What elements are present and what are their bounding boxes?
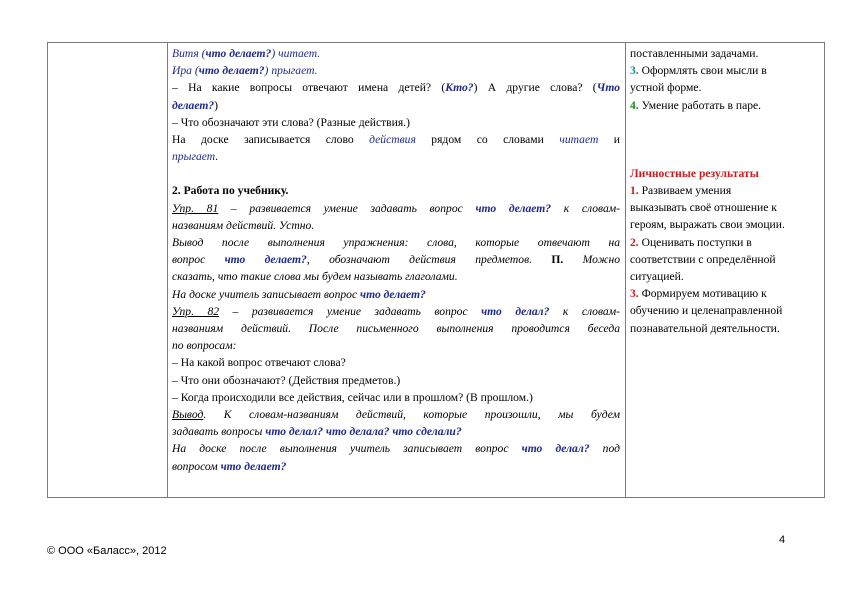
text-line: героям, выражать свои эмоции. [630,218,785,232]
text-line: – Когда происходили все действия, сейчас или в прошлом? (В прошлом.) [172,390,533,404]
copyright-footer: © ООО «Баласс», 2012 [47,545,167,557]
exercise-link: Упр. 81 [172,201,219,215]
text-line: 3. Оформлять свои мысли в [630,64,767,78]
text-line: Упр. 81 – развивается умение задавать вопрос что делает? к словам- [172,201,621,215]
text-line: вопросом что делает? [172,459,287,473]
text-line: Вывод. К словам-названиям действий, которые произошли, мы будем [172,408,620,422]
text-line: поставленными задачами. [630,47,759,60]
text-line: – На какой вопрос отвечают слова? [172,356,346,370]
text-line: названиям действий. Устно. [172,218,315,232]
text-line: Вывод после выполнения упражнения: слова, которые отвечают на [172,236,620,250]
text-line: На доске учитель записывает вопрос что делает? [172,287,426,301]
text-line: Ира (что делает?) прыгает. [172,64,318,78]
text-line: 1. Развиваем умения [630,184,732,198]
page-number: 4 [779,534,786,546]
text-line: выказывать своё отношение к [630,201,777,215]
text-line: соответствии с определённой [630,252,776,266]
text-line: На доске записывается слово действия рядом со словами читает и [172,133,620,147]
section-heading: 2. Работа по учебнику. [172,184,289,198]
text-line: познавательной деятельности. [630,321,780,335]
text-line: – На какие вопросы отвечают имена детей? (Кто?) А другие слова? (Что [172,81,620,95]
column-divider-2 [625,43,626,497]
lesson-content-column [172,45,620,475]
personal-results-heading: Личностные результаты [630,166,759,180]
lesson-table [47,42,825,498]
text-line: 2. Оценивать поступки в [630,235,752,249]
text-line: задавать вопросы что делал? что делала? что сделали? [172,425,462,439]
text-line: Витя (что делает?) читает. [172,47,321,60]
text-line: по вопросам: [172,339,237,353]
text-line: сказать, что такие слова мы будем называть глаголами. [172,270,458,284]
text-line: делает?) [172,98,219,112]
text-line: – Что обозначают эти слова? (Разные действия.) [172,115,410,129]
text-line: вопрос что делает?, обозначают действия предметов. П. Можно [172,253,620,267]
text-line: обучению и целенаправленной [630,304,783,318]
text-line: устной форме. [630,81,702,95]
text-line: На доске после выполнения учитель записывает вопрос что делал? под [172,442,620,456]
text-line: прыгает. [172,150,219,164]
text-line: 4. Умение работать в паре. [630,98,762,112]
exercise-link: Упр. 82 [172,304,220,318]
text-line: ситуацией. [630,270,684,284]
results-column [630,45,820,337]
text-line: названиям действий. После письменного выполнения проводится беседа [172,322,620,336]
text-line: – Что они обозначают? (Действия предметов.) [172,373,401,387]
text-line: Упр. 82 – развивается умение задавать вопрос что делал? к словам- [172,304,620,318]
text-line: 3. Формируем мотивацию к [630,287,767,301]
column-divider-1 [167,43,168,497]
